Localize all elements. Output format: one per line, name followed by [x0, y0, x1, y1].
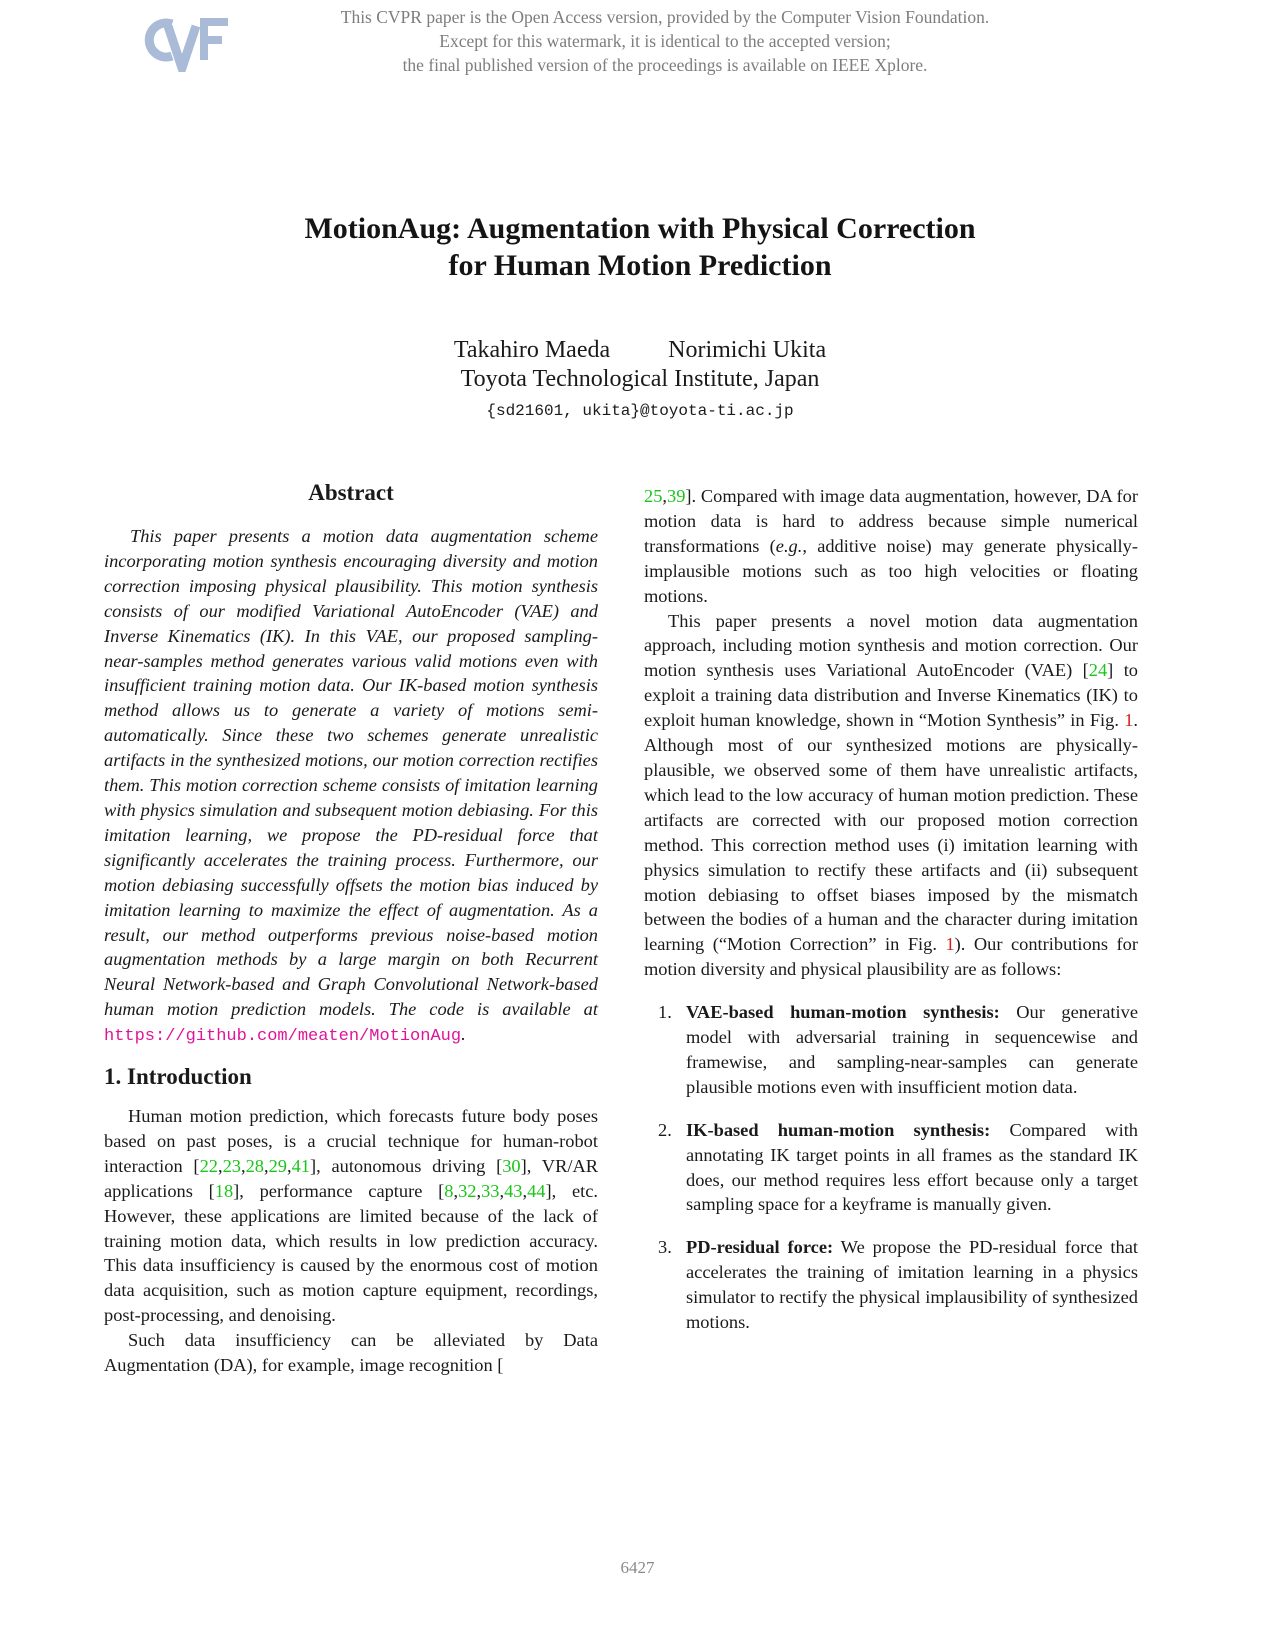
intro-paragraph-2-continued: 25,39]. Compared with image data augmentation, however, DA for motion data is hard to address because simple numerical transformations (e.g., additive noise) may generate physically-implausible motions such as too high velocities or floating motions. — [644, 486, 1138, 606]
text-run: Human motion prediction, which forecasts future body poses based on past poses, is a crucial technique for human-robot interaction [ — [104, 1106, 598, 1176]
contribution-number: 2. — [658, 1119, 672, 1140]
text-run: Such data insufficiency can be alleviated by Data Augmentation (DA), for example, image recognition [ — [104, 1330, 598, 1376]
right-column — [644, 484, 1138, 1353]
text-run: This paper presents a novel motion data augmentation approach, including motion synthesis and motion correction. Our motion synthesis uses Variational AutoEncoder (VAE) [ — [644, 610, 1138, 681]
author-name: Takahiro Maeda — [453, 337, 611, 363]
page-number: 6427 — [620, 1558, 655, 1577]
figure-reference[interactable]: 1 — [945, 934, 955, 955]
author-names — [140, 336, 1140, 365]
watermark-notice — [300, 5, 1030, 77]
title-line-1: MotionAug: Augmentation with Physical Correction — [304, 212, 976, 245]
text-run: ]. Compared with image data augmentation, however, DA for motion data is hard to address because simple numerical transformations ( — [644, 486, 1138, 556]
section-heading-introduction: 1. Introduction — [104, 1064, 252, 1090]
text-run: ] to exploit a training data distribution and Inverse Kinematics (IK) to exploit human knowledge, shown in “Motion Synthesis” in Fig. — [644, 660, 1138, 731]
contribution-number: 3. — [658, 1237, 672, 1258]
watermark-line: This CVPR paper is the Open Access version, provided by the Computer Vision Foundation. — [340, 7, 990, 27]
citation[interactable]: 28 — [245, 1155, 264, 1176]
contribution-number: 1. — [658, 1002, 672, 1023]
citation[interactable]: 33 — [481, 1180, 500, 1201]
text-run-italic: e.g. — [775, 535, 803, 556]
text-run: ], etc. However, these applications are limited because of the lack of training motion data, which results in low prediction accuracy. This data insufficiency is caused by the enormous cost of motion data acquisition, such as motion capture equipment, recordings, post-processing, and denoising. — [104, 1180, 598, 1326]
abstract-heading: Abstract — [308, 480, 394, 505]
author-name: Norimichi Ukita — [668, 337, 827, 363]
citation[interactable]: 22 — [199, 1155, 218, 1176]
contribution-item — [644, 1118, 1138, 1218]
citation[interactable]: 44 — [527, 1180, 546, 1201]
intro-paragraph-1: Human motion prediction, which forecasts future body poses based on past poses, is a crucial technique for human-robot interaction [22,23,28,29,41], autonomous driving [30], VR/AR applications [18], performance capture [8,32,33,43,44], etc. However, these applications are limited because of the lack of training motion data, which results in low prediction accuracy. This data insufficiency is caused by the enormous cost of motion data acquisition, such as motion capture equipment, recordings, post-processing, and denoising. — [104, 1106, 598, 1326]
text-run: ). Our contributions for motion diversity and physical plausibility are as follows: — [644, 934, 1138, 980]
citation[interactable]: 29 — [268, 1155, 287, 1176]
paper-title — [140, 210, 1140, 284]
citation[interactable]: 32 — [458, 1180, 477, 1201]
abstract-body — [104, 524, 598, 1050]
text-run: ], performance capture [ — [233, 1180, 445, 1201]
contribution-text: Compared with annotating IK target points in all frames as the standard IK does, our method requires less effort because only a target sampling space for a keyframe is manually given. — [686, 1119, 1139, 1215]
citation[interactable]: 30 — [502, 1155, 521, 1176]
citation[interactable]: 8 — [444, 1180, 454, 1201]
citation[interactable]: 24 — [1088, 660, 1108, 681]
left-column — [104, 478, 598, 1378]
text-run: ], autonomous driving [ — [309, 1155, 503, 1176]
abstract-text: This paper presents a motion data augmentation scheme incorporating motion synthesis encouraging diversity and motion correction imposing physical plausibility. This motion synthesis consists of our modified Variational AutoEncoder (VAE) and Inverse Kinematics (IK). In this VAE, our proposed sampling-near-samples method generates various valid motions even with insufficient training motion data. Our IK-based motion synthesis method allows us to generate a variety of motions semi-automatically. Since these two schemes generate unrealistic artifacts in the synthesized motions, our motion correction rectifies them. This motion correction scheme consists of imitation learning with physics simulation and subsequent motion debiasing. For this imitation learning, we propose the PD-residual force that significantly accelerates the training process. Furthermore, our motion debiasing successfully offsets the motion bias induced by imitation learning to maximize the effect of augmentation. As a result, our method outperforms previous noise-based motion augmentation methods by a large margin on both Recurrent Neural Network-based and Graph Convolutional Network-based human motion prediction models. The code is available at — [104, 526, 598, 1020]
citation[interactable]: 25 — [644, 486, 663, 506]
contribution-title: VAE-based human-motion synthesis: — [686, 1002, 1000, 1023]
text-run: . Although most of our synthesized motions are physically-plausible, we observed some of them have unrealistic artifacts, which lead to the low accuracy of human motion prediction. These artifacts are corrected with our proposed motion correction method. This correction method uses (i) imitation learning with physics simulation to rectify these artifacts and (ii) subsequent motion debiasing to offset biases imposed by the mismatch between the bodies of a human and the character during imitation learning (“Motion Correction” in Fig. — [644, 710, 1138, 955]
author-affiliation: Toyota Technological Institute, Japan — [460, 366, 820, 392]
contribution-text: Our generative model with adversarial training in sequencewise and framewise, and sampling-near-samples can generate plausible motions even with insufficient motion data. — [686, 1002, 1138, 1097]
contribution-title: PD-residual force: — [686, 1237, 834, 1258]
abstract-end: . — [461, 1024, 466, 1045]
citation[interactable]: 18 — [214, 1180, 234, 1201]
contribution-title: IK-based human-motion synthesis: — [686, 1119, 991, 1140]
figure-reference[interactable]: 1 — [1124, 710, 1134, 731]
citation[interactable]: 43 — [504, 1180, 523, 1201]
watermark-line: the final published version of the proceedings is available on IEEE Xplore. — [402, 55, 928, 75]
contribution-item — [644, 1235, 1138, 1335]
text-run: , additive noise) may generate physically-implausible motions such as too high velocities or floating motions. — [644, 535, 1138, 606]
citation[interactable]: 41 — [291, 1155, 310, 1176]
intro-paragraph-2-start — [104, 1328, 598, 1378]
contribution-text: We propose the PD-residual force that accelerates the training of imitation learning in a physics simulator to rectify the physical implausibility of synthesized motions. — [686, 1237, 1138, 1333]
author-email: {sd21601, ukita}@toyota-ti.ac.jp — [486, 402, 794, 420]
contribution-item — [644, 1000, 1138, 1100]
code-link[interactable]: https://github.com/meaten/MotionAug — [104, 1027, 462, 1047]
title-line-2: for Human Motion Prediction — [448, 249, 832, 282]
citation[interactable]: 39 — [667, 486, 686, 506]
text-run: ], VR/AR applications [ — [104, 1155, 598, 1201]
contribution-list — [644, 1000, 1138, 1335]
citation[interactable]: 23 — [222, 1155, 241, 1176]
intro-paragraph-3 — [644, 609, 1138, 983]
watermark-line: Except for this watermark, it is identical to the accepted version; — [439, 31, 891, 51]
cvf-logo — [138, 10, 230, 72]
